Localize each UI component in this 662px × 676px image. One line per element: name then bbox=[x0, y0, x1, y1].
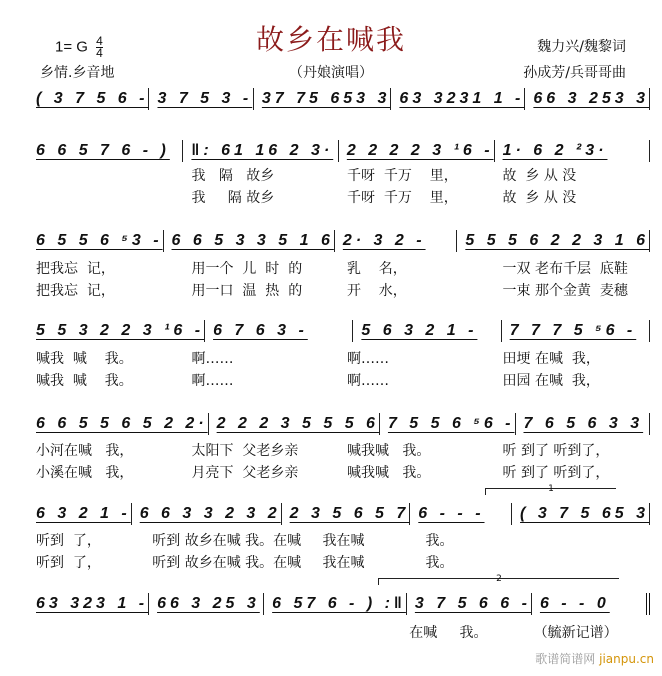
lyric-segment: 小溪在喊 我， bbox=[36, 465, 134, 481]
lyric-segment: 喊我喊 我。 bbox=[347, 465, 431, 481]
lyric-segment: 千呀 千万 里， bbox=[347, 190, 458, 206]
lyrics-line bbox=[28, 370, 650, 390]
subtitle: 乡情.乡音地 bbox=[40, 65, 115, 81]
lyric-segment: 田埂 在喊 我， bbox=[502, 351, 600, 367]
measure: 37 75 653 3 bbox=[254, 88, 392, 110]
measure: 6 3 2 1 - bbox=[28, 503, 132, 525]
lyric-segment: 啊…… bbox=[191, 373, 234, 389]
measure: 5 5 5 6 2 2 3 1 6 bbox=[457, 230, 650, 252]
measure: 6 7 6 3 - bbox=[205, 320, 353, 342]
lyric-segment bbox=[277, 622, 401, 642]
notation-line bbox=[28, 413, 650, 435]
volta-bracket: 2 bbox=[378, 578, 619, 585]
measure: 7 7 7 5 ⁵6 - bbox=[502, 320, 650, 342]
lyric-segment: 用一口 温 热 的 bbox=[191, 283, 303, 299]
lyric-segment: 用一个 儿 时 的 bbox=[191, 261, 303, 277]
measure: 6 6 3 3 2 3 2 bbox=[132, 503, 282, 525]
measure: 6 - - 0 bbox=[532, 593, 650, 615]
lyric-segment: 在喊 我。 bbox=[409, 625, 488, 641]
lyrics-line bbox=[28, 462, 650, 482]
measure: 2· 3 2 - bbox=[335, 230, 457, 252]
lyric-segment: （毓新记谱） bbox=[533, 625, 618, 641]
lyric-segment: 小河在喊 我， bbox=[36, 443, 134, 459]
notation-line bbox=[28, 140, 650, 162]
lyric-segment bbox=[152, 622, 276, 642]
lyrics-line bbox=[28, 622, 650, 642]
lyric-segment: 田园 在喊 我， bbox=[502, 373, 600, 389]
lyric-segment: 听 到了 听到了， bbox=[502, 465, 610, 481]
measure: 7 6 5 6 3 3 bbox=[516, 413, 651, 435]
notation-line bbox=[28, 320, 650, 342]
lyric-segment: 听 到了 听到了， bbox=[502, 443, 610, 459]
measure: 63 323 1 - bbox=[28, 593, 149, 615]
lyric-segment bbox=[28, 187, 184, 207]
measure: 6 6 5 5 6 5 2 2· bbox=[28, 413, 209, 435]
measure: ( 3 7 5 6 - bbox=[28, 88, 149, 110]
lyrics-line bbox=[28, 552, 650, 572]
lyric-segment: 太阳下 父老乡亲 bbox=[191, 443, 299, 459]
song-title: 故乡在喊我 bbox=[255, 23, 406, 56]
lyric-segment: 啊…… bbox=[347, 373, 389, 389]
measure: 6 57 6 - ) :‖ bbox=[264, 593, 407, 615]
lyricist: 魏力兴/魏黎词 bbox=[537, 39, 626, 55]
watermark bbox=[535, 650, 654, 667]
volta-bracket: 1 bbox=[485, 488, 616, 495]
lyric-segment: 啊…… bbox=[347, 351, 389, 367]
lyric-segment: 听到 故乡在喊 我。在喊 bbox=[152, 555, 302, 571]
lyric-segment bbox=[534, 530, 650, 550]
meter-top: 4 bbox=[96, 34, 103, 48]
measure: 2 2 2 3 5 5 5 6 bbox=[209, 413, 380, 435]
meter-bottom: 4 bbox=[96, 46, 103, 60]
lyric-segment: 喊我喊 我。 bbox=[347, 443, 431, 459]
notation-line bbox=[28, 503, 650, 525]
lyric-segment: 我在喊 bbox=[309, 555, 365, 571]
notation-line bbox=[28, 88, 650, 110]
measure: 6 6 5 7 6 - ) bbox=[28, 140, 183, 162]
lyric-segment: 一束 那个金黄 麦穗 bbox=[502, 283, 628, 299]
lyrics-line bbox=[28, 280, 650, 300]
singer: （丹娘演唱） bbox=[289, 65, 373, 81]
lyric-segment bbox=[534, 552, 650, 572]
measure: 66 3 25 3 bbox=[149, 593, 264, 615]
lyric-segment: 月亮下 父老乡亲 bbox=[191, 465, 299, 481]
key-label: 1= G bbox=[55, 38, 88, 56]
time-signature bbox=[96, 36, 103, 59]
lyrics-line bbox=[28, 187, 650, 207]
measure: 6 - - - bbox=[410, 503, 512, 525]
lyric-segment: 故 乡 从 没 bbox=[502, 168, 577, 184]
lyric-segment: 把我忘 记， bbox=[36, 283, 115, 299]
watermark-en: jianpu.cn bbox=[599, 652, 654, 666]
key-signature bbox=[55, 36, 103, 59]
measure: ( 3 7 5 65 3 bbox=[512, 503, 650, 525]
watermark-cn: 歌谱简谱网 bbox=[535, 652, 596, 666]
lyric-segment: 啊…… bbox=[191, 351, 234, 367]
lyric-segment: 我。 bbox=[425, 533, 454, 549]
lyric-segment: 听到 了， bbox=[36, 555, 101, 571]
lyric-segment: 听到 故乡在喊 我。在喊 bbox=[152, 533, 302, 549]
notation-line bbox=[28, 230, 650, 252]
lyric-segment: 听到 了， bbox=[36, 533, 101, 549]
measure: 5 6 3 2 1 - bbox=[353, 320, 501, 342]
lyrics-line bbox=[28, 440, 650, 460]
lyrics-line bbox=[28, 348, 650, 368]
lyric-segment: 乳 名， bbox=[347, 261, 407, 277]
lyric-segment: 我在喊 bbox=[309, 533, 365, 549]
notation-line bbox=[28, 593, 650, 615]
lyrics-line bbox=[28, 165, 650, 185]
measure: 7 5 5 6 ⁵6 - bbox=[380, 413, 516, 435]
measure: 6 6 5 3 3 5 1 6 bbox=[164, 230, 335, 252]
lyrics-line bbox=[28, 258, 650, 278]
lyric-segment: 喊我 喊 我。 bbox=[36, 351, 133, 367]
measure: 66 3 253 3 bbox=[525, 88, 650, 110]
measure: 2 3 5 6 5 7 bbox=[282, 503, 411, 525]
measure: 3 7 5 6 6 - bbox=[407, 593, 532, 615]
measure: 6 5 5 6 ⁵3 - bbox=[28, 230, 164, 252]
lyric-segment: 我 隔 故乡 bbox=[191, 190, 275, 206]
lyric-segment: 开 水， bbox=[347, 283, 407, 299]
lyric-segment: 把我忘 记， bbox=[36, 261, 115, 277]
composer: 孙成芳/兵哥哥曲 bbox=[523, 65, 626, 81]
measure: 2 2 2 2 3 ¹6 - bbox=[339, 140, 495, 162]
lyric-segment: 故 乡 从 没 bbox=[502, 190, 577, 206]
measure: 63 3231 1 - bbox=[391, 88, 525, 110]
lyric-segment bbox=[28, 622, 152, 642]
lyric-segment bbox=[28, 165, 184, 185]
lyric-segment: 我 隔 故乡 bbox=[191, 168, 275, 184]
lyric-segment: 一双 老布千层 底鞋 bbox=[502, 261, 628, 277]
lyric-segment: 喊我 喊 我。 bbox=[36, 373, 133, 389]
measure: 1· 6 2 ²3· bbox=[495, 140, 650, 162]
measure: 5 5 3 2 2 3 ¹6 - bbox=[28, 320, 205, 342]
measure: 3 7 5 3 - bbox=[149, 88, 253, 110]
lyric-segment: 千呀 千万 里， bbox=[347, 168, 458, 184]
measure: ‖: 61 16 2 3· bbox=[183, 140, 338, 162]
lyrics-line bbox=[28, 530, 650, 550]
lyric-segment: 我。 bbox=[425, 555, 454, 571]
